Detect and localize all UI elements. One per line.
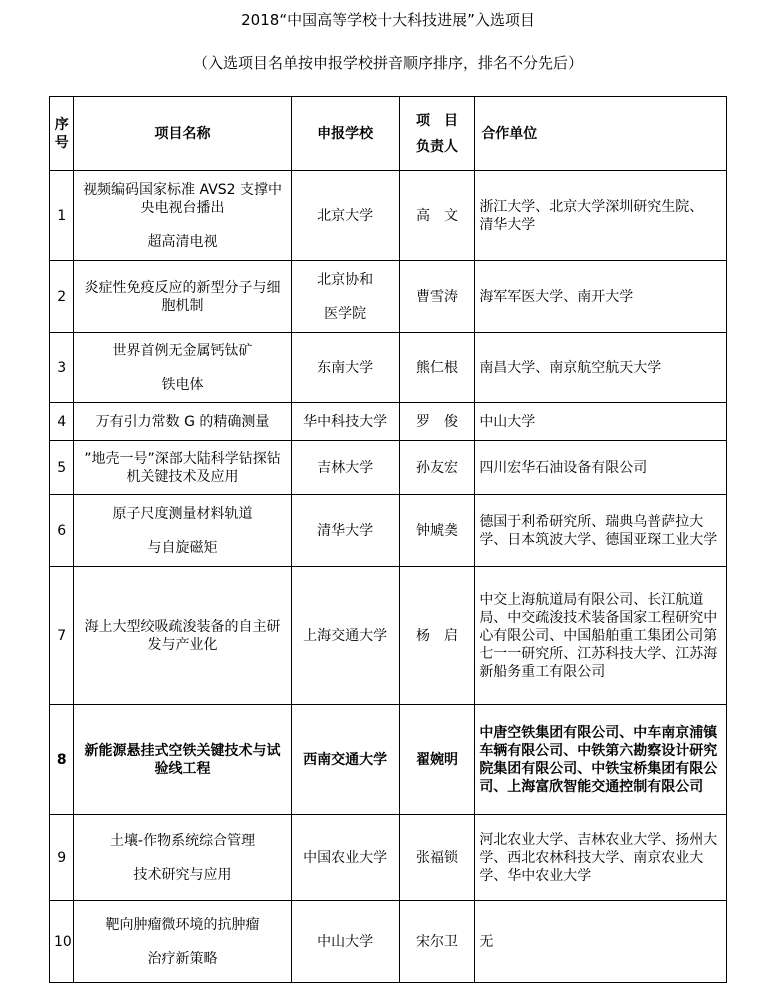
cell-school: 西南交通大学 [291, 705, 399, 815]
cell-partner: 南昌大学、南京航空航天大学 [475, 333, 727, 403]
cell-partner: 浙江大学、北京大学深圳研究生院、 清华大学 [475, 171, 727, 261]
cell-lead: 宋尔卫 [399, 901, 475, 983]
cell-project-name [74, 403, 291, 441]
cell-project-name [74, 567, 291, 705]
page-title: 2018“中国高等学校十大科技进展”入选项目 [241, 11, 535, 29]
cell-school: 吉林大学 [291, 441, 399, 495]
project-name-line1: 世界首例无金属钙钛矿 [112, 342, 253, 359]
cell-no: 6 [50, 495, 74, 567]
project-name-line1: 海上大型绞吸疏浚装备的自主研发与产业化 [84, 618, 281, 653]
table-row [50, 441, 727, 495]
cell-lead: 钟虓䶮 [399, 495, 475, 567]
cell-partner: 中唐空铁集团有限公司、中车南京浦镇车辆有限公司、中铁第六勘察设计研究院集团有限公司、中铁宝桥集团有限公司、上海富欣智能交通控制有限公司 [475, 705, 727, 815]
cell-no: 7 [50, 567, 74, 705]
table-row [50, 495, 727, 567]
table-header-row [50, 97, 727, 171]
cell-school: 东南大学 [291, 333, 399, 403]
cell-no: 3 [50, 333, 74, 403]
header-name: 项目名称 [74, 97, 291, 171]
table-row [50, 333, 727, 403]
cell-project-name [74, 705, 291, 815]
project-name-line2: 治疗新策略 [147, 950, 218, 967]
cell-school: 清华大学 [291, 495, 399, 567]
cell-no: 9 [50, 815, 74, 901]
cell-no: 1 [50, 171, 74, 261]
cell-project-name [74, 901, 291, 983]
cell-project-name [74, 333, 291, 403]
cell-school: 中国农业大学 [291, 815, 399, 901]
cell-project-name [74, 495, 291, 567]
cell-school: 上海交通大学 [291, 567, 399, 705]
project-name-line2: 超高清电视 [147, 233, 218, 250]
page-subtitle: （入选项目名单按申报学校拼音顺序排序，排名不分先后） [192, 54, 583, 72]
project-name-line2: 与自旋磁矩 [147, 539, 218, 556]
table-row [50, 171, 727, 261]
project-name-line1: 原子尺度测量材料轨道 [112, 505, 253, 522]
project-name-line1: 新能源悬挂式空铁关键技术与试验线工程 [84, 742, 281, 777]
header-partner: 合作单位 [475, 97, 727, 171]
header-lead [399, 97, 475, 171]
table-row [50, 261, 727, 333]
project-name-line1: 靶向肿瘤微环境的抗肿瘤 [105, 916, 260, 933]
cell-lead: 高 文 [399, 171, 475, 261]
cell-lead: 曹雪涛 [399, 261, 475, 333]
project-name-line1: 土壤-作物系统综合管理 [110, 832, 256, 849]
project-name-line1: 炎症性免疫反应的新型分子与细胞机制 [84, 279, 281, 314]
cell-project-name [74, 441, 291, 495]
cell-no: 4 [50, 403, 74, 441]
cell-partner: 中山大学 [475, 403, 727, 441]
project-name-line2: 铁电体 [161, 376, 204, 393]
cell-project-name [74, 171, 291, 261]
header-lead-line1: 项 目 [415, 112, 458, 129]
table-row [50, 403, 727, 441]
cell-lead: 翟婉明 [399, 705, 475, 815]
table-row [50, 705, 727, 815]
cell-project-name [74, 815, 291, 901]
cell-school: 中山大学 [291, 901, 399, 983]
project-name-line2: 技术研究与应用 [133, 866, 232, 883]
cell-no: 8 [50, 705, 74, 815]
cell-lead: 杨 启 [399, 567, 475, 705]
cell-partner: 四川宏华石油设备有限公司 [475, 441, 727, 495]
cell-partner: 中交上海航道局有限公司、长江航道局、中交疏浚技术装备国家工程研究中心有限公司、中国船舶重工集团公司第七一一研究所、江苏科技大学、江苏海新船务重工有限公司 [475, 567, 727, 705]
cell-no: 5 [50, 441, 74, 495]
table-row [50, 567, 727, 705]
table-row [50, 815, 727, 901]
header-school: 申报学校 [291, 97, 399, 171]
cell-school: 华中科技大学 [291, 403, 399, 441]
header-lead-line2: 负责人 [415, 138, 458, 155]
table-row [50, 901, 727, 983]
header-no: 序号 [50, 97, 74, 171]
cell-lead: 张福锁 [399, 815, 475, 901]
cell-school: 北京大学 [291, 171, 399, 261]
cell-partner: 海军军医大学、南开大学 [475, 261, 727, 333]
cell-lead: 罗 俊 [399, 403, 475, 441]
cell-school: 北京协和 医学院 [291, 261, 399, 333]
cell-partner: 河北农业大学、吉林农业大学、扬州大学、西北农林科技大学、南京农业大学、华中农业大学 [475, 815, 727, 901]
projects-table [49, 96, 727, 983]
cell-lead: 孙友宏 [399, 441, 475, 495]
cell-no: 10 [50, 901, 74, 983]
project-name-line1: 视频编码国家标准 AVS2 支撑中央电视台播出 [83, 181, 283, 216]
cell-lead: 熊仁根 [399, 333, 475, 403]
project-name-line1: ”地壳一号”深部大陆科学钻探钻机关键技术及应用 [84, 450, 281, 485]
cell-project-name [74, 261, 291, 333]
cell-partner: 德国于利希研究所、瑞典乌普萨拉大学、日本筑波大学、德国亚琛工业大学 [475, 495, 727, 567]
cell-partner: 无 [475, 901, 727, 983]
project-name-line1: 万有引力常数 G 的精确测量 [95, 413, 270, 430]
cell-no: 2 [50, 261, 74, 333]
